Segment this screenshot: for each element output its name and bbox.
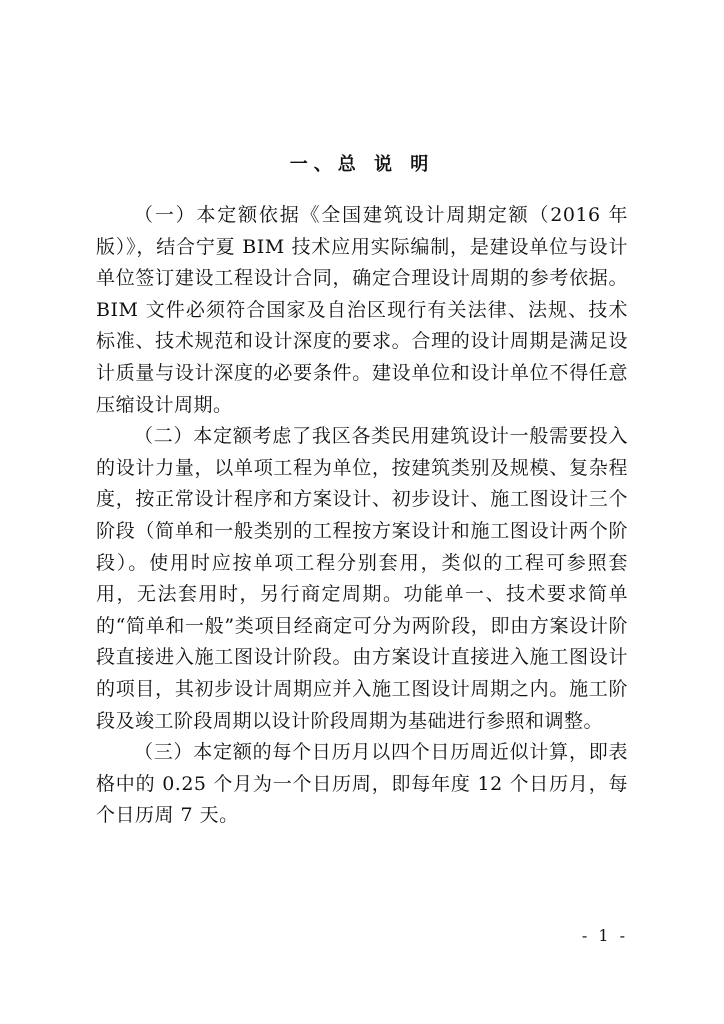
paragraph-3: （三）本定额的每个日历月以四个日历周近似计算，即表格中的 0.25 个月为一个日历周，即每年度 12 个日历月，每个日历周 7 天。 <box>96 741 628 827</box>
body-text <box>96 200 628 832</box>
paragraph-2: （二）本定额考虑了我区各类民用建筑设计一般需要投入的设计力量，以单项工程为单位，按建筑类别及规模、复杂程度，按正常设计程序和方案设计、初步设计、施工图设计三个阶段（简单和一般类别的工程按方案设计和施工图设计两个阶段）。使用时应按单项工程分别套用，类似的工程可参照套用，无法套用时，另行商定周期。功能单一、技术要求简单的“简单和一般”类项目经商定可分为两阶段，即由方案设计阶段直接进入施工图设计阶段。由方案设计直接进入施工图设计的项目，其初步设计周期应并入施工图设计周期之内。施工阶段及竣工阶段周期以设计阶段周期为基础进行参照和调整。 <box>96 425 628 732</box>
section-title: 一、总 说 明 <box>289 154 435 175</box>
page-number: - 1 - <box>581 926 628 945</box>
paragraph-1: （一）本定额依据《全国建筑设计周期定额（2016 年版）》，结合宁夏 BIM 技术应用实际编制，是建设单位与设计单位签订建设工程设计合同，确定合理设计周期的参考依据。BIM 文件必须符合国家及自治区现行有关法律、法规、技术标准、技术规范和设计深度的要求。合理的设计周期是满足设计质量与设计深度的必要条件。建设单位和设计单位不得任意压缩设计周期。 <box>96 204 628 416</box>
